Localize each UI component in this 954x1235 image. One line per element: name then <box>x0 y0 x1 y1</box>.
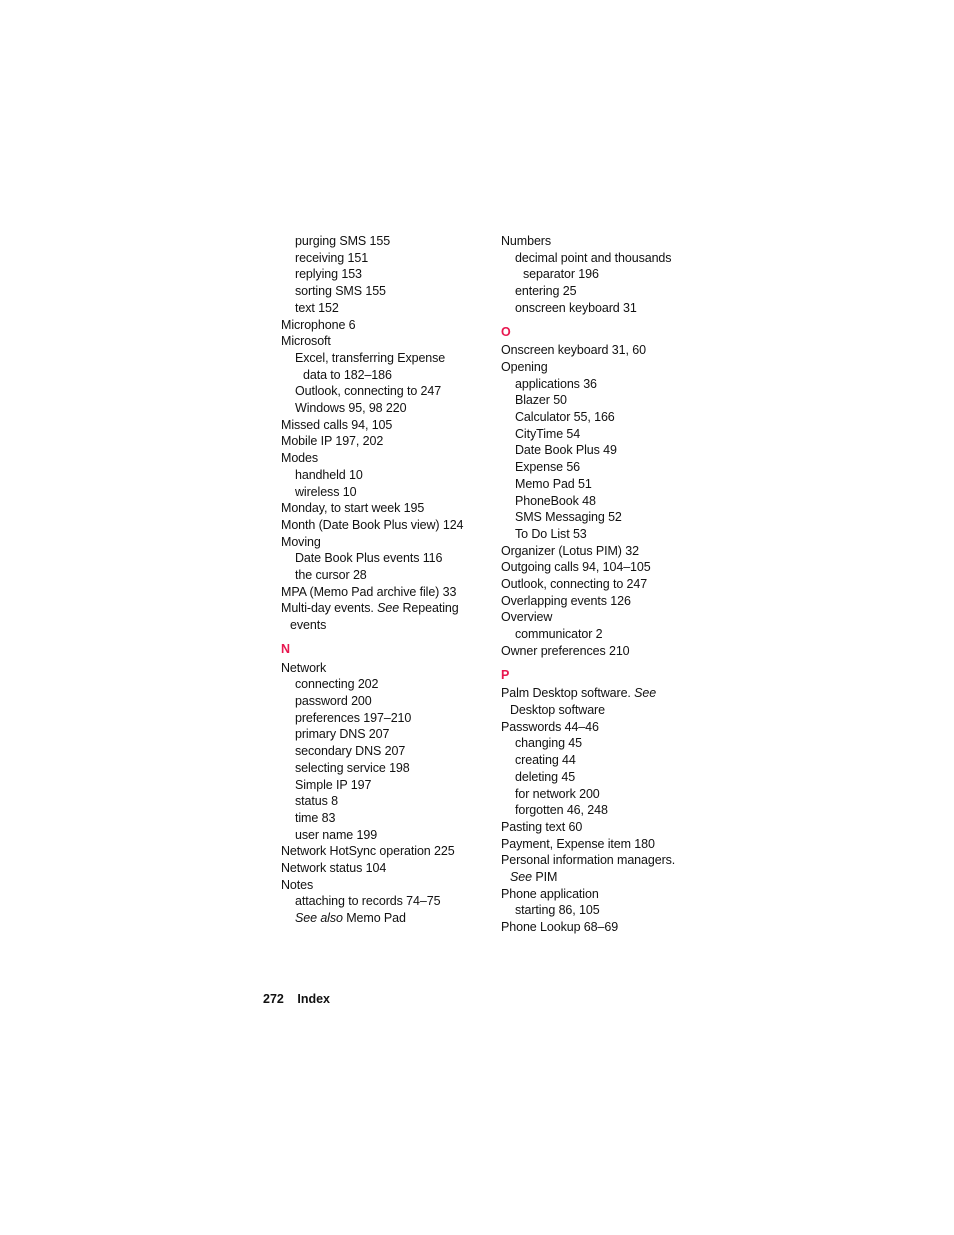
index-subentry <box>281 810 486 827</box>
index-subentry <box>281 467 486 484</box>
entry-text: Pasting text 60 <box>501 819 583 834</box>
entry-text: status 8 <box>295 794 338 809</box>
entry-text: purging SMS 155 <box>295 234 391 248</box>
index-entry-continuation <box>501 266 706 283</box>
index-subentry <box>281 743 486 760</box>
entry-text: Multi-day events. <box>281 601 374 616</box>
entry-text: Microsoft <box>281 334 331 349</box>
entry-text: Desktop software <box>510 702 605 717</box>
entry-text: MPA (Memo Pad archive file) 33 <box>281 584 457 599</box>
index-subentry <box>281 300 486 317</box>
index-subentry <box>281 827 486 844</box>
index-subentry <box>281 760 486 777</box>
entry-text: Network HotSync operation 225 <box>281 844 455 859</box>
index-subentry <box>501 459 706 476</box>
page-number: 272 <box>263 992 284 1006</box>
index-entry <box>501 919 706 936</box>
index-entry <box>281 534 486 551</box>
index-entry <box>281 517 486 534</box>
entry-text: time 83 <box>295 810 336 825</box>
index-entry <box>501 576 706 593</box>
index-subentry <box>501 442 706 459</box>
index-subentry <box>281 233 486 250</box>
entry-text: preferences 197–210 <box>295 710 412 725</box>
index-section-letter: O <box>501 324 511 339</box>
entry-text: Calculator 55, 166 <box>515 410 615 425</box>
index-subentry <box>281 400 486 417</box>
entry-text: attaching to records 74–75 <box>295 894 441 909</box>
page-footer <box>263 992 330 1006</box>
entry-text: Missed calls 94, 105 <box>281 417 393 432</box>
index-entry <box>281 317 486 334</box>
entry-text: secondary DNS 207 <box>295 744 406 759</box>
entry-text: selecting service 198 <box>295 760 410 775</box>
entry-text: Palm Desktop software. <box>501 686 631 701</box>
index-entry <box>281 333 486 350</box>
entry-text: Personal information managers. <box>501 853 676 868</box>
index-subentry <box>501 752 706 769</box>
index-subentry <box>281 726 486 743</box>
entry-text: creating 44 <box>515 753 576 768</box>
index-entry <box>501 543 706 560</box>
entry-text: To Do List 53 <box>515 526 587 541</box>
footer-section-title: Index <box>297 992 330 1006</box>
index-column-right <box>501 233 706 936</box>
entry-text: Date Book Plus 49 <box>515 443 617 458</box>
entry-text: Phone Lookup 68–69 <box>501 920 619 935</box>
entry-text: Windows 95, 98 220 <box>295 401 407 416</box>
index-entry <box>281 860 486 877</box>
index-subentry <box>281 693 486 710</box>
index-entry <box>281 584 486 601</box>
index-subentry <box>501 769 706 786</box>
index-entry <box>281 450 486 467</box>
see-target: Repeating <box>402 601 459 616</box>
entry-text: Opening <box>501 359 548 374</box>
index-subentry <box>281 567 486 584</box>
entry-text: Memo Pad 51 <box>515 476 592 491</box>
see-target: PIM <box>535 870 558 885</box>
entry-text: primary DNS 207 <box>295 727 390 742</box>
entry-text: handheld 10 <box>295 467 363 482</box>
entry-text: Notes <box>281 877 314 892</box>
index-subentry <box>281 793 486 810</box>
entry-text: forgotten 46, 248 <box>515 803 608 818</box>
entry-text: sorting SMS 155 <box>295 284 386 299</box>
index-subentry <box>281 710 486 727</box>
entry-text: PhoneBook 48 <box>515 493 596 508</box>
index-subentry <box>501 476 706 493</box>
entry-text: separator 196 <box>523 267 599 282</box>
see-reference: See <box>634 686 657 701</box>
entry-text: text 152 <box>295 300 339 315</box>
index-entry <box>501 719 706 736</box>
index-entry <box>501 342 706 359</box>
index-subentry <box>281 550 486 567</box>
index-subentry <box>281 350 486 367</box>
index-subentry <box>281 383 486 400</box>
index-entry <box>501 886 706 903</box>
index-entry <box>501 852 706 869</box>
index-subentry <box>501 392 706 409</box>
entry-text: Microphone 6 <box>281 317 356 332</box>
index-entry <box>281 877 486 894</box>
index-entry <box>281 500 486 517</box>
entry-text: Blazer 50 <box>515 393 567 408</box>
entry-text: communicator 2 <box>515 627 603 642</box>
see-reference: See <box>510 870 532 885</box>
index-entry <box>501 836 706 853</box>
entry-text: Mobile IP 197, 202 <box>281 434 384 449</box>
index-entry-continuation <box>281 617 486 634</box>
entry-text: Date Book Plus events 116 <box>295 551 443 566</box>
index-entry <box>501 559 706 576</box>
entry-text: events <box>290 618 327 633</box>
entry-text: entering 25 <box>515 284 577 299</box>
index-subentry <box>281 893 486 910</box>
index-entry <box>501 593 706 610</box>
index-entry <box>281 843 486 860</box>
index-subentry <box>281 266 486 283</box>
entry-text: Monday, to start week 195 <box>281 501 425 516</box>
index-entry <box>281 660 486 677</box>
entry-text: Passwords 44–46 <box>501 719 599 734</box>
entry-text: connecting 202 <box>295 677 379 692</box>
entry-text: user name 199 <box>295 827 378 842</box>
index-entry-continuation <box>501 702 706 719</box>
index-subentry <box>501 250 706 267</box>
index-entry <box>281 433 486 450</box>
index-entry <box>501 233 706 250</box>
index-subentry <box>281 910 486 927</box>
entry-text: starting 86, 105 <box>515 903 600 918</box>
index-entry <box>501 609 706 626</box>
index-subentry <box>501 526 706 543</box>
index-section-letter: P <box>501 667 510 682</box>
entry-text: for network 200 <box>515 786 600 801</box>
index-column-left <box>281 233 486 927</box>
index-subentry <box>281 283 486 300</box>
entry-text: Excel, transferring Expense <box>295 350 446 365</box>
entry-text: Outlook, connecting to 247 <box>501 577 648 592</box>
index-subentry <box>501 493 706 510</box>
entry-text: data to 182–186 <box>303 367 392 382</box>
index-section-letter: N <box>281 641 290 656</box>
entry-text: Numbers <box>501 234 552 248</box>
entry-text: Phone application <box>501 886 599 901</box>
entry-text: Expense 56 <box>515 460 581 475</box>
index-subentry <box>501 626 706 643</box>
index-subentry <box>501 283 706 300</box>
entry-text: Network status 104 <box>281 861 387 876</box>
entry-text: applications 36 <box>515 376 597 391</box>
entry-text: Overview <box>501 610 553 625</box>
see-target: Memo Pad <box>346 911 406 926</box>
index-subentry <box>281 676 486 693</box>
entry-text: Month (Date Book Plus view) 124 <box>281 517 464 532</box>
entry-text: Payment, Expense item 180 <box>501 836 655 851</box>
index-subentry <box>501 376 706 393</box>
entry-text: Outgoing calls 94, 104–105 <box>501 560 651 575</box>
index-entry <box>501 643 706 660</box>
index-subentry <box>281 484 486 501</box>
see-reference: See also <box>295 911 343 926</box>
entry-text: Organizer (Lotus PIM) 32 <box>501 543 639 558</box>
entry-text: Modes <box>281 451 319 466</box>
index-subentry <box>501 735 706 752</box>
index-entry-continuation <box>501 869 706 886</box>
index-entry-continuation <box>281 367 486 384</box>
index-subentry <box>501 426 706 443</box>
entry-text: wireless 10 <box>295 484 357 499</box>
entry-text: replying 153 <box>295 267 362 282</box>
entry-text: Simple IP 197 <box>295 777 372 792</box>
index-subentry <box>501 802 706 819</box>
entry-text: Overlapping events 126 <box>501 593 631 608</box>
entry-text: CityTime 54 <box>515 426 581 441</box>
index-subentry <box>501 300 706 317</box>
entry-text: Onscreen keyboard 31, 60 <box>501 343 646 358</box>
index-entry <box>501 359 706 376</box>
index-entry <box>281 417 486 434</box>
entry-text: changing 45 <box>515 736 583 751</box>
entry-text: deleting 45 <box>515 769 576 784</box>
entry-text: Network <box>281 660 327 675</box>
index-subentry <box>501 902 706 919</box>
index-subentry <box>281 777 486 794</box>
see-reference: See <box>377 601 400 616</box>
entry-text: receiving 151 <box>295 250 369 265</box>
entry-text: Moving <box>281 534 321 549</box>
index-entry <box>501 819 706 836</box>
entry-text: Owner preferences 210 <box>501 643 630 658</box>
index-subentry <box>501 786 706 803</box>
entry-text: password 200 <box>295 693 372 708</box>
entry-text: onscreen keyboard 31 <box>515 300 637 315</box>
index-entry <box>281 600 486 617</box>
index-subentry <box>501 509 706 526</box>
index-subentry <box>281 250 486 267</box>
entry-text: the cursor 28 <box>295 568 367 583</box>
index-subentry <box>501 409 706 426</box>
index-entry <box>501 685 706 702</box>
entry-text: SMS Messaging 52 <box>515 510 622 525</box>
entry-text: decimal point and thousands <box>515 250 672 265</box>
entry-text: Outlook, connecting to 247 <box>295 384 442 399</box>
